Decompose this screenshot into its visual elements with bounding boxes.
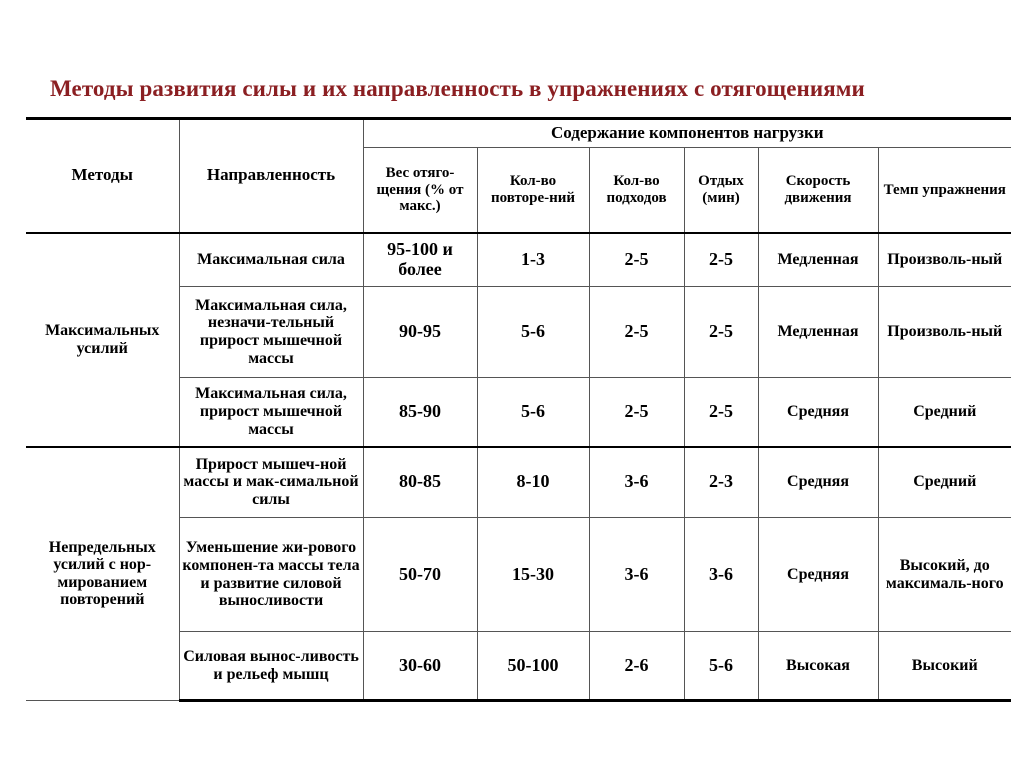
speed-cell: Средняя [758,447,878,518]
sets-cell: 2-5 [589,287,684,378]
direction-cell: Уменьшение жи-рового компонен-та массы тела и развитие силовой выносливости [179,518,363,632]
header-weight: Вес отяго-щения (% от макс.) [363,148,477,233]
loads-table [26,117,1011,702]
direction-cell: Максимальная сила, незначи-тельный прирост мышечной массы [179,287,363,378]
header-rest: Отдых (мин) [684,148,758,233]
reps-cell: 8-10 [477,447,589,518]
rest-cell: 2-5 [684,287,758,378]
tempo-cell: Произволь-ный [878,287,1011,378]
header-sets: Кол-во подходов [589,148,684,233]
weight-cell: 90-95 [363,287,477,378]
table-row [26,233,1011,287]
speed-cell: Медленная [758,233,878,287]
rest-cell: 2-3 [684,447,758,518]
weight-cell: 85-90 [363,378,477,447]
tempo-cell: Средний [878,378,1011,447]
header-row [26,119,1011,148]
rest-cell: 5-6 [684,632,758,701]
sets-cell: 2-6 [589,632,684,701]
header-speed: Скорость движения [758,148,878,233]
direction-cell: Прирост мышеч-ной массы и мак-симальной силы [179,447,363,518]
speed-cell: Медленная [758,287,878,378]
reps-cell: 5-6 [477,378,589,447]
header-reps: Кол-во повторе-ний [477,148,589,233]
reps-cell: 15-30 [477,518,589,632]
direction-cell: Максимальная сила [179,233,363,287]
speed-cell: Средняя [758,518,878,632]
rest-cell: 3-6 [684,518,758,632]
speed-cell: Высокая [758,632,878,701]
direction-cell: Максимальная сила, прирост мышечной массы [179,378,363,447]
rest-cell: 2-5 [684,233,758,287]
page-title: Методы развития силы и их направленность в упражнениях с отягощениями [50,76,865,101]
sets-cell: 2-5 [589,233,684,287]
header-tempo: Темп упражнения [878,148,1011,233]
sets-cell: 3-6 [589,518,684,632]
table-row [26,447,1011,518]
rest-cell: 2-5 [684,378,758,447]
direction-cell: Силовая вынос-ливость и рельеф мышц [179,632,363,701]
header-methods: Методы [26,119,179,233]
tempo-cell: Высокий [878,632,1011,701]
tempo-cell: Средний [878,447,1011,518]
reps-cell: 5-6 [477,287,589,378]
sets-cell: 3-6 [589,447,684,518]
weight-cell: 80-85 [363,447,477,518]
tempo-cell: Высокий, до максималь-ного [878,518,1011,632]
header-direction: Направленность [179,119,363,233]
reps-cell: 50-100 [477,632,589,701]
speed-cell: Средняя [758,378,878,447]
method-cell: Непредельных усилий с нор-мированием повторений [26,447,179,701]
sets-cell: 2-5 [589,378,684,447]
tempo-cell: Произволь-ный [878,233,1011,287]
weight-cell: 95-100 и более [363,233,477,287]
reps-cell: 1-3 [477,233,589,287]
weight-cell: 50-70 [363,518,477,632]
method-cell: Максимальных усилий [26,233,179,447]
header-content: Содержание компонентов нагрузки [363,119,1011,148]
weight-cell: 30-60 [363,632,477,701]
